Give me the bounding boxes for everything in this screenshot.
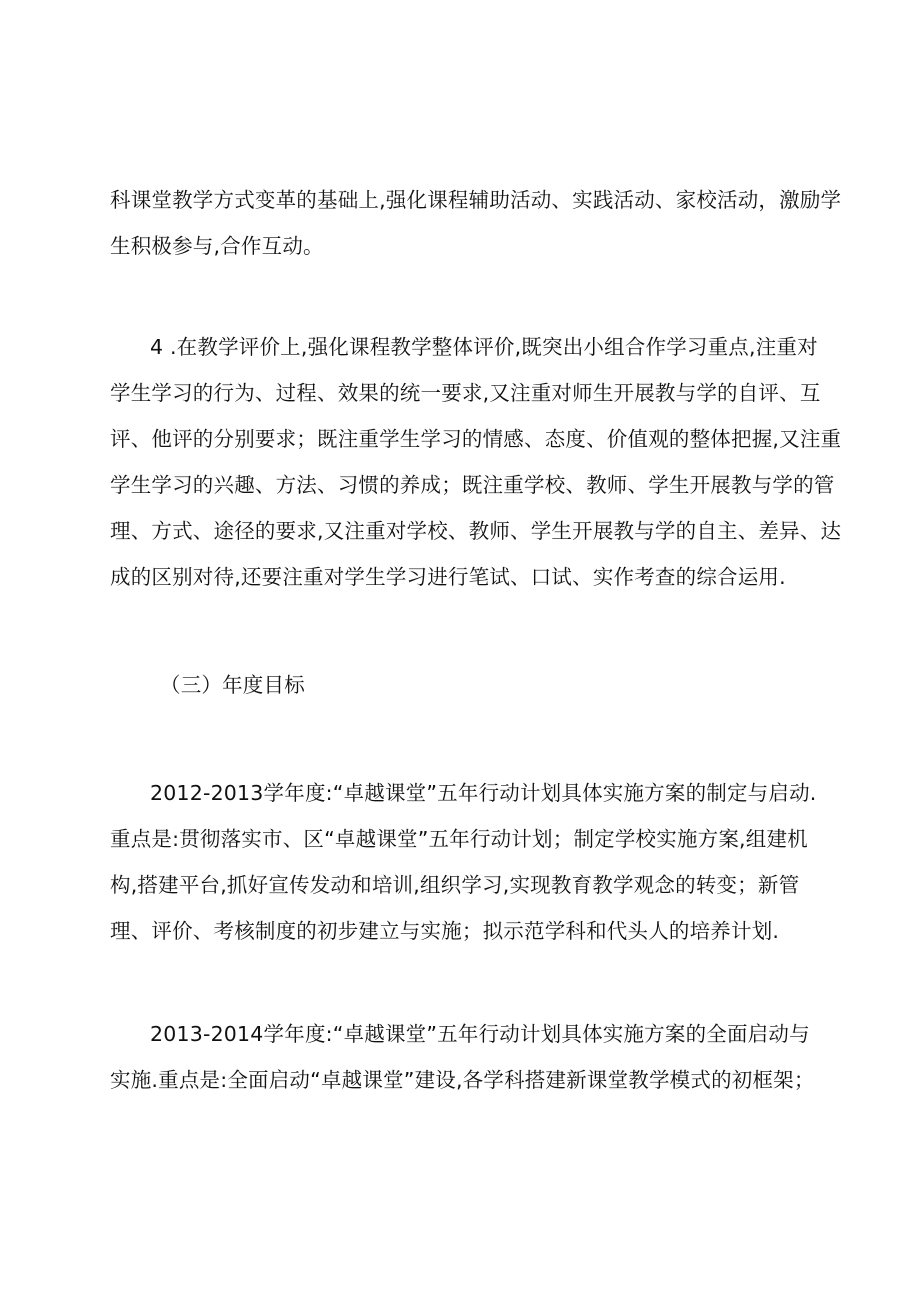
paragraph-3-line-4: 理、评价、考核制度的初步建立与实施；拟示范学科和代头人的培养计划. xyxy=(110,919,780,943)
paragraph-2-line-6: 成的区别对待,还要注重对学生学习进行笔试、口试、实作考查的综合运用. xyxy=(110,565,786,589)
paragraph-4-line-2: 实施.重点是:全面启动“卓越课堂”建设,各学科搭建新课堂教学模式的初框架； xyxy=(110,1068,815,1092)
paragraph-2-line-1: 4 .在教学评价上,强化课程教学整体评价,既突出小组合作学习重点,注重对 xyxy=(150,335,818,359)
section-heading: （三）年度目标 xyxy=(160,673,305,697)
paragraph-1-line-2: 生积极参与,合作互动。 xyxy=(110,234,324,258)
paragraph-1-line-1: 科课堂教学方式变革的基础上,强化课程辅助活动、实践活动、家校活动，激励学 xyxy=(110,188,842,212)
paragraph-2-line-4: 学生学习的兴趣、方法、习惯的养成；既注重学校、教师、学生开展教与学的管 xyxy=(110,473,835,497)
paragraph-3-line-3: 构,搭建平台,抓好宣传发动和培训,组织学习,实现教育教学观念的转变；新管 xyxy=(110,873,800,897)
paragraph-2-line-2: 学生学习的行为、过程、效果的统一要求,又注重对师生开展教与学的自评、互 xyxy=(110,381,821,405)
paragraph-3-line-2: 重点是:贯彻落实市、区“卓越课堂”五年行动计划；制定学校实施方案,组建机 xyxy=(110,827,808,851)
paragraph-2-line-5: 理、方式、途径的要求,又注重对学校、教师、学生开展教与学的自主、差异、达 xyxy=(110,519,842,543)
paragraph-2-line-3: 评、他评的分别要求；既注重学生学习的情感、态度、价值观的整体把握,又注重 xyxy=(110,427,842,451)
paragraph-4-line-1: 2013-2014学年度:“卓越课堂”五年行动计划具体实施方案的全面启动与 xyxy=(150,1022,810,1046)
paragraph-3-line-1: 2012-2013学年度:“卓越课堂”五年行动计划具体实施方案的制定与启动. xyxy=(150,781,817,805)
